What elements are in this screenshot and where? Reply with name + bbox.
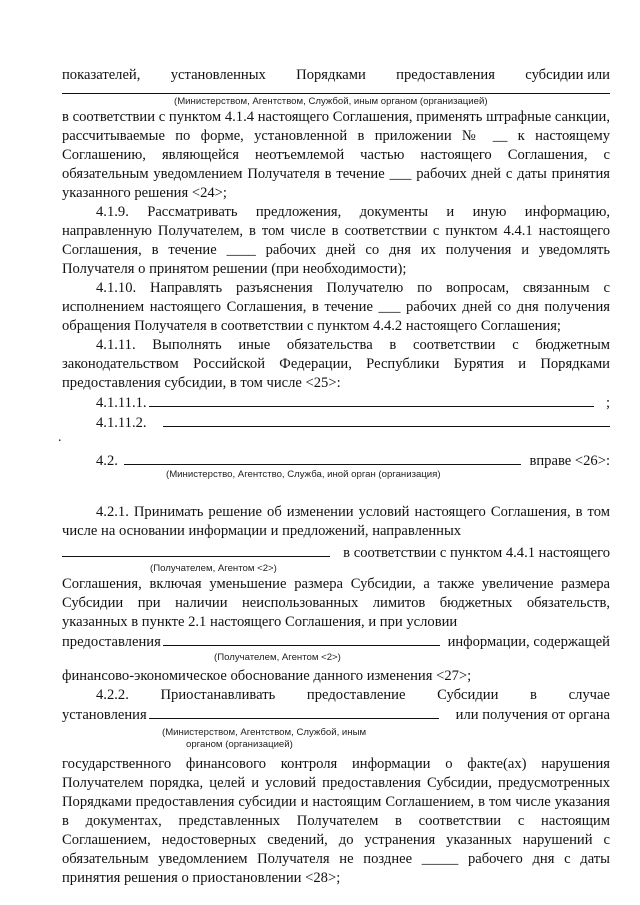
line-4-2-1-b: [62, 543, 610, 563]
paragraph-4-2-2-c: государственного финансового контроля информации о факте(ах) нарушения Получателем порядка, целей и условий предоставления Субсидии, предусмотренных Порядками предоставления субсидии и настоящим Соглашением, в том числе указания в документах, представленных Получателем в соответствии с настоящим Соглашением, недостоверных сведений, до устранения указанных нарушений с обязательным уведомлением Получателя не позднее _____ рабочего дня с даты принятия решения о приостановлении <28>;: [62, 756, 610, 886]
line-4-2: [62, 451, 610, 471]
item-number: 4.1.11.2.: [96, 415, 147, 431]
caption-4-2-2-line2: органом (организацией): [186, 739, 293, 750]
word: предоставления: [396, 67, 495, 83]
paragraph-4-1-10: 4.1.10. Направлять разъяснения Получателю по вопросам, связанным с исполнением настоящего Соглашения, в течение ___ рабочих дней со дня получения обращения Получателя в соответствии с пунктом 4.4.2 настоящего Соглашения;: [62, 280, 610, 334]
word: предоставление: [306, 687, 406, 703]
line-text: информации, содержащей: [447, 634, 610, 650]
caption-recipient-2: (Получателем, Агентом <2>): [214, 652, 341, 663]
blank-field: [149, 705, 439, 719]
line-ending: вправе <26>:: [529, 453, 610, 469]
word: 4.2.2.: [96, 687, 129, 703]
line-4-1-11-1: [62, 393, 610, 413]
line-text: установления: [62, 707, 147, 723]
caption-recipient: (Получателем, Агентом <2>): [150, 563, 277, 574]
line-4-2-1-d: [62, 632, 610, 652]
paragraph-4-1-9: 4.1.9. Рассматривать предложения, документы и иную информацию, направленную Получателем, в том числе в соответствии с пунктом 4.4.1 настоящего Соглашения, в течение ____ рабочих дней со дня их получения и уведомлять Получателя о принятом решении (при необходимости);: [62, 204, 610, 277]
word: установленных: [170, 67, 266, 83]
word: показателей,: [62, 67, 141, 83]
word: Порядками: [296, 67, 366, 83]
line-text: в соответствии с пунктом 4.4.1 настоящего: [343, 545, 610, 561]
line-text: предоставления: [62, 634, 161, 650]
blank-line-ministry: [62, 93, 610, 94]
blank-field: [62, 543, 330, 557]
line-4-2-2-b: [62, 705, 610, 725]
line-4-2-2-a: [62, 686, 610, 705]
word: Приостанавливать: [160, 687, 276, 703]
paragraph-4-2-1-e: финансово-экономическое обоснование данного изменения <27>;: [62, 668, 472, 684]
paragraph-4-2-1-a: 4.2.1. Принимать решение об изменении условий настоящего Соглашения, в том числе на основании информации и предложений, направленных: [62, 504, 610, 539]
blank-field: [149, 393, 594, 407]
paragraph-4-2-1-c: Соглашения, включая уменьшение размера Субсидии, а также увеличение размера Субсидии при наличии неиспользованных лимитов бюджетных обязательств, указанных в пункте 2.1 настоящего Соглашения, и при условии: [62, 576, 610, 630]
caption-4-2: (Министерство, Агентство, Служба, иной орган (организация): [166, 469, 441, 480]
caption-ministry: (Министерством, Агентством, Службой, иным органом (организацией): [174, 96, 488, 107]
blank-field: [163, 632, 440, 646]
paragraph-4-1-11: 4.1.11. Выполнять иные обязательства в соответствии с бюджетным законодательством Российской Федерации, Республики Бурятия и Порядками предоставления субсидии, в том числе <25>:: [62, 337, 610, 391]
punctuation: ;: [605, 395, 610, 411]
line-4-1-11-2: [62, 413, 610, 433]
paragraph-sanctions: в соответствии с пунктом 4.1.4 настоящего Соглашения, применять штрафные санкции, рассчитываемые по форме, установленной в приложении № __ к настоящему Соглашению, являющейся неотъемлемой частью настоящего Соглашения, с обязательным уведомлением Получателя в течение ___ рабочих дней с даты принятия указанного решения <24>;: [62, 109, 610, 201]
item-number: 4.1.11.1.: [96, 395, 147, 411]
line-text: или получения от органа: [455, 707, 610, 723]
item-number: 4.2.: [96, 453, 118, 469]
word: случае: [568, 687, 610, 703]
word: в: [530, 687, 537, 703]
blank-field: [124, 451, 522, 465]
line-indicators: [62, 66, 610, 85]
word: субсидии или: [525, 67, 610, 83]
stray-dot: .: [58, 430, 62, 445]
caption-4-2-2-line1: (Министерством, Агентством, Службой, иным: [162, 727, 367, 738]
word: Субсидии: [437, 687, 499, 703]
blank-field: [163, 413, 610, 427]
